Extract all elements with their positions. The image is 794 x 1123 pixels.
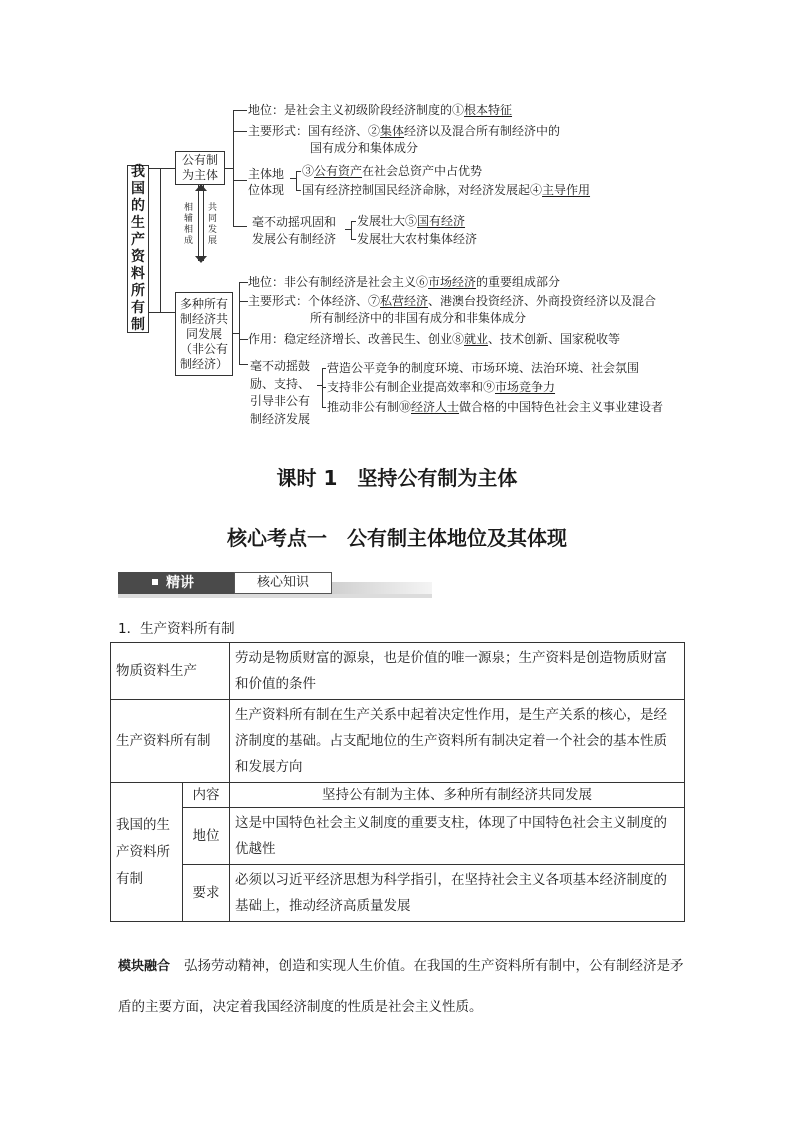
arrow-up-icon (195, 184, 207, 192)
sub-label: 内容 (183, 783, 230, 808)
row-text: 劳动是物质财富的源泉，也是价值的唯一源泉；生产资料是创造物质财富和价值的条件 (230, 643, 685, 700)
multi-forms-line2: 所有制经济中的非国有成分和非集体成分 (310, 311, 527, 325)
item-heading: 1．生产资料所有制 (118, 621, 235, 637)
multi-support-1: 营造公平竞争的制度环境、市场环境、法治环境、社会氛围 (327, 361, 640, 375)
multi-support-label: 毫不动摇鼓励、支持、引导非公有制经济发展 (250, 359, 311, 426)
sub-text: 坚持公有制为主体、多种所有制经济共同发展 (230, 783, 685, 808)
table-row (111, 808, 685, 865)
lesson-title: 课时 1 坚持公有制为主体 (276, 466, 518, 490)
public-consolidate-2: 发展壮大农村集体经济 (357, 232, 478, 246)
row-text: 生产资料所有制在生产关系中起着决定性作用，是生产关系的核心，是经济制度的基础。占支配地位的生产资料所有制决定着一个社会的基本性质和发展方向 (230, 700, 685, 783)
mindmap-public-box: 公有制为主体 (175, 151, 225, 185)
row-label: 物质资料生产 (111, 643, 230, 700)
multi-role: 作用：稳定经济增长、改善民生、创业⑧就业、技术创新、国家税收等 (248, 332, 621, 346)
public-embody-label: 主体地位体现 (248, 167, 285, 197)
fusion-tag: 模块融合 (118, 959, 171, 974)
square-bullet-icon (152, 579, 158, 585)
row-label: 生产资料所有制 (111, 700, 230, 783)
row-label: 我国的生产资料所有制 (111, 783, 183, 922)
public-position: 地位：是社会主义初级阶段经济制度的①根本特征 (248, 103, 513, 117)
module-fusion (118, 946, 688, 1027)
link-right-label: 共同发展 (208, 203, 218, 246)
public-embody-2: 国有经济控制国民经济命脉，对经济发展起④主导作用 (302, 183, 591, 197)
link-left-label: 相辅相成 (184, 203, 194, 246)
table-row (111, 700, 685, 783)
arrow-down-icon (195, 256, 207, 264)
fusion-text: 弘扬劳动精神，创造和实现人生价值。在我国的生产资料所有制中，公有制经济是矛盾的主要方面，决定着我国经济制度的性质是社会主义性质。 (118, 958, 684, 1015)
table-row (111, 783, 685, 808)
banner-light: 核心知识 (234, 572, 332, 594)
table-row (111, 865, 685, 922)
sub-text: 必须以习近平经济思想为科学指引，在坚持社会主义各项基本经济制度的基础上，推动经济高质量发展 (230, 865, 685, 922)
multi-support-2: 支持非公有制企业提高效率和⑨市场竞争力 (327, 380, 556, 394)
banner-dark: 精讲 (118, 572, 234, 594)
sub-text: 这是中国特色社会主义制度的重要支柱，体现了中国特色社会主义制度的优越性 (230, 808, 685, 865)
sub-label: 要求 (183, 865, 230, 922)
public-consolidate-label: 毫不动摇巩固和发展公有制经济 (252, 215, 337, 246)
multi-forms-line1: 主要形式：个体经济、⑦私营经济、港澳台投资经济、外商投资经济以及混合 (248, 294, 657, 308)
mindmap-root: 我国的生产资料所有制 (127, 165, 149, 333)
public-forms-line2: 国有成分和集体成分 (310, 141, 419, 155)
multi-support-3: 推动非公有制⑩经济人士做合格的中国特色社会主义事业建设者 (327, 400, 664, 414)
core-knowledge-table (110, 642, 685, 922)
public-forms-line1: 主要形式：国有经济、②集体经济以及混合所有制经济中的 (248, 124, 561, 138)
mindmap-multi-box: 多种所有制经济共同发展（非公有制经济） (175, 292, 233, 376)
public-embody-1: ③公有资产在社会总资产中占优势 (302, 164, 483, 178)
public-consolidate-1: 发展壮大⑤国有经济 (357, 214, 466, 228)
section-title: 核心考点一 公有制主体地位及其体现 (227, 526, 567, 550)
sub-label: 地位 (183, 808, 230, 865)
multi-position: 地位：非公有制经济是社会主义⑥市场经济的重要组成部分 (248, 275, 561, 289)
table-row (111, 643, 685, 700)
